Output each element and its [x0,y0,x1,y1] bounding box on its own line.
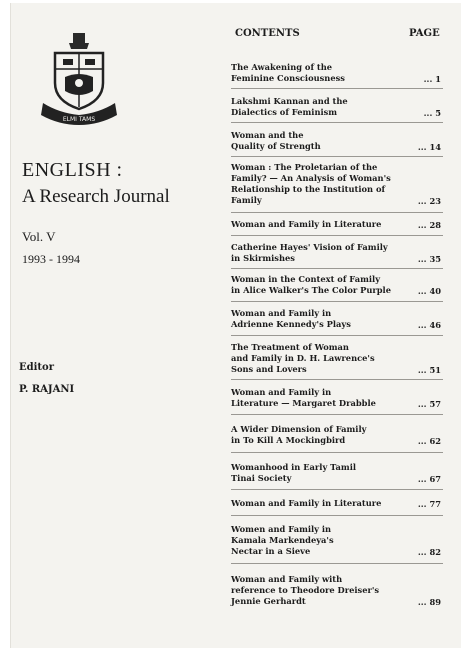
editor-name: P. RAJANI [19,384,75,395]
toc-entry-title: Woman in the Context of Family in Alice Walker's The Color Purple [231,274,391,295]
toc-entry[interactable] [231,498,441,509]
toc-entry-page: ... 14 [417,142,441,152]
toc-entry-page: ... 40 [417,286,441,296]
toc-entry[interactable] [231,424,441,446]
divider [231,515,443,516]
toc-entry[interactable] [231,308,441,330]
divider [231,335,443,336]
toc-entry[interactable] [231,219,441,230]
toc-entry[interactable] [231,462,441,484]
toc-entry-title: Woman and Family in Adrienne Kennedy's Plays [231,308,351,329]
crest-ribbon-text: ELMI TAMS [62,116,96,123]
divider [231,489,443,490]
toc-entry-title: The Treatment of Woman and Family in D. H. Lawrence's Sons and Lovers [231,342,375,374]
toc-entry-page: ... 62 [417,436,441,446]
toc-entry-page: ... 82 [417,547,441,557]
toc-entry[interactable] [231,524,441,557]
toc-entry-page: ... 57 [417,399,441,409]
toc-entry[interactable] [231,62,441,84]
toc-entry-page: ... 1 [423,74,441,84]
toc-entry-page: ... 67 [417,474,441,484]
volume-label: Vol. V [22,229,56,244]
toc-entry[interactable] [231,162,441,206]
divider [231,301,443,302]
toc-entry-title: Women and Family in Kamala Markendeya's Nectar in a Sieve [231,524,334,556]
toc-entry-title: Womanhood in Early Tamil Tinai Society [231,462,356,483]
toc-entry-page: ... 77 [417,499,441,509]
toc-entry-title: Woman and Family with reference to Theodore Dreiser's Jennie Gerhardt [231,574,380,606]
editor-label: Editor [19,362,54,373]
toc-entry-page: ... 46 [417,320,441,330]
divider [231,122,443,123]
toc-entry[interactable] [231,130,441,152]
toc-entry[interactable] [231,96,441,118]
toc-entry[interactable] [231,387,441,409]
toc-entry-title: Woman and Family in Literature [231,219,382,229]
toc-entry-title: Catherine Hayes' Vision of Family in Skirmishes [231,242,388,263]
page-heading: PAGE [409,28,440,39]
journal-title-line2: A Research Journal [22,186,170,207]
toc-entry-title: The Awakening of the Feminine Consciousness [231,62,345,83]
divider [231,379,443,380]
toc-entry[interactable] [231,242,441,264]
divider [231,235,443,236]
contents-heading: CONTENTS [235,28,300,39]
toc-entry-page: ... 23 [417,196,441,206]
divider [231,212,443,213]
toc-entry[interactable] [231,574,441,607]
toc-entry-title: Woman and Family in Literature — Margaret Drabble [231,387,376,408]
toc-entry-title: Woman : The Proletarian of the Family? — An Analysis of Woman's Relationship to the Institution of Family [231,162,391,205]
years-label: 1993 - 1994 [22,252,80,266]
cover-panel [11,3,231,648]
toc-entry-page: ... 5 [423,108,441,118]
journal-page [10,3,461,648]
toc-entry-page: ... 28 [417,220,441,230]
divider [231,268,443,269]
journal-title-line1: ENGLISH : [22,159,123,181]
toc-entry-title: A Wider Dimension of Family in To Kill A Mockingbird [231,424,367,445]
toc-entry-page: ... 51 [417,365,441,375]
college-crest-icon [39,31,119,125]
toc-entry-page: ... 89 [417,597,441,607]
divider [231,563,443,564]
divider [231,452,443,453]
toc-entry[interactable] [231,274,441,296]
divider [231,414,443,415]
divider [231,88,443,89]
toc-entry-title: Woman and Family in Literature [231,498,382,508]
toc-entry[interactable] [231,342,441,375]
toc-entry-page: ... 35 [417,254,441,264]
divider [231,156,443,157]
toc-entry-title: Lakshmi Kannan and the Dialectics of Feminism [231,96,348,117]
toc-entry-title: Woman and the Quality of Strength [231,130,321,151]
